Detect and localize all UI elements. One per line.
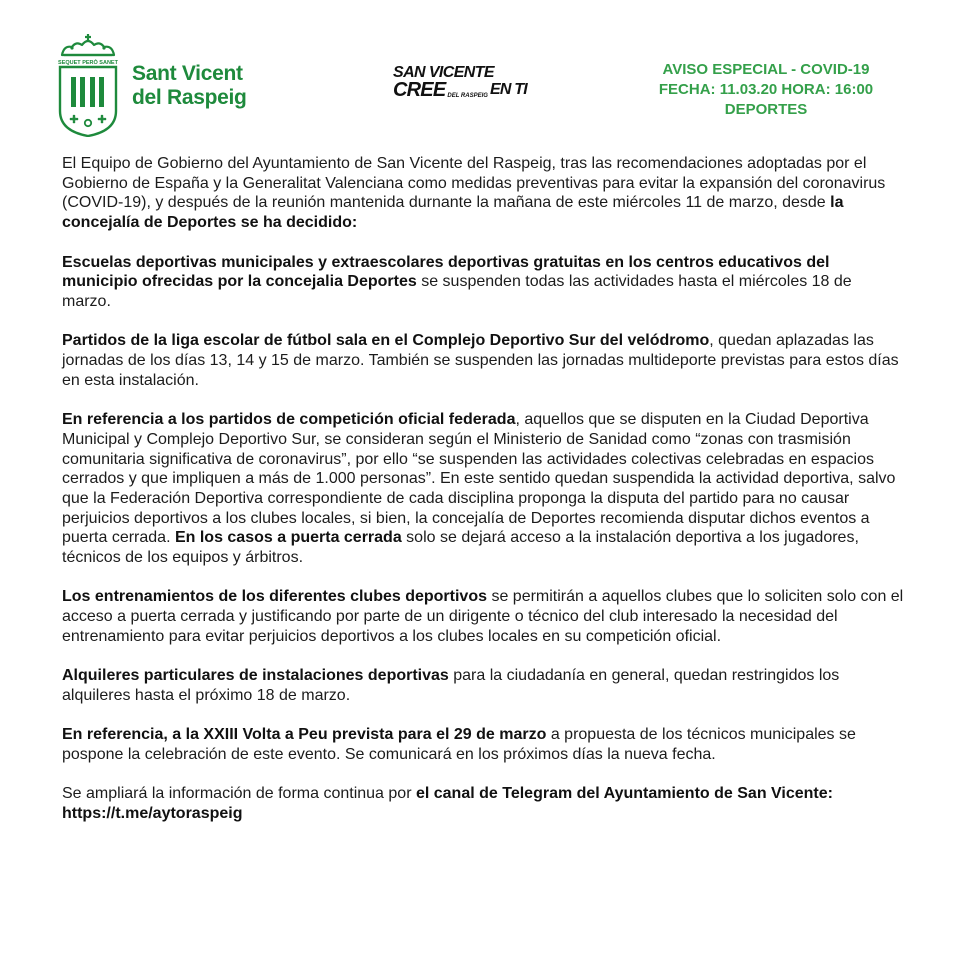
schools-text: se suspenden todas las actividades hasta el miércoles 18 de marzo. <box>62 273 852 310</box>
paragraph-intro <box>62 154 904 233</box>
paragraph-volta-a-peu <box>62 725 904 764</box>
notice-department: DEPORTES <box>724 101 808 118</box>
schools-bold: Escuelas deportivas municipales y extraescolares deportivas gratuitas en los centros educativos del municipio ofrecidas por la concejalia Deportes <box>62 253 830 291</box>
campaign-line-1: SAN VICENTE <box>393 64 494 81</box>
federated-bold-2: En los casos a puerta cerrada <box>174 529 402 547</box>
municipal-crest-icon <box>56 33 120 137</box>
campaign-logo <box>393 65 527 99</box>
intro-bold: la concejalía de Deportes se ha decidido: <box>62 194 844 232</box>
rentals-text: para la ciudadanía en general, quedan restringidos los alquileres hasta el próximo 18 de marzo. <box>62 667 840 704</box>
logo-line-2: del Raspeig <box>132 86 247 109</box>
paragraph-training <box>62 587 904 646</box>
notice-title: AVISO ESPECIAL - COVID-19 <box>662 61 870 78</box>
page-header <box>0 0 960 150</box>
campaign-en-ti: EN TI <box>489 81 527 98</box>
league-bold: Partidos de la liga escolar de fútbol sala en el Complejo Deportivo Sur del velódromo <box>62 332 710 350</box>
telegram-text: Se ampliará la información de forma continua por <box>62 785 416 803</box>
federated-bold-1: En referencia a los partidos de competición oficial federada <box>62 411 516 429</box>
paragraph-federated <box>62 410 904 568</box>
intro-text: El Equipo de Gobierno del Ayuntamiento de San Vicente del Raspeig, tras las recomendaciones adoptadas por el Gobierno de España y la Generalitat Valenciana como medidas preventivas para evitar la expansión del coronavirus (COVID-19), y después de la reunión mantenida durnante la mañana de este miércoles 11 de marzo, desde <box>62 155 886 212</box>
rentals-bold: Alquileres particulares de instalaciones deportivas <box>62 667 449 685</box>
federated-text-2: solo se dejará acceso a la instalación deportiva a los jugadores, técnicos de los equipos y árbitros. <box>62 529 859 567</box>
announcement-body <box>62 154 904 843</box>
federated-text-1: , aquellos que se disputen en la Ciudad Deportiva Municipal y Complejo Deportivo Sur, se consideran según el Ministerio de Sanidad como “zonas con trasmisión comunitaria significativa de coronavirus”, por ello “se suspenden las actividades colectivas celebradas en espacios cerrados y que impliquen a más de 1.000 personas”. En este sentido quedan suspendida la actividad deportiva, salvo que la Federación Deportiva correspondiente de cada disciplina proponga la disputa del partido para no causar perjuicios deportivos a los clubes locales, si bien, la concejalía de Deportes recomienda disputar dichos eventos a puerta cerrada. <box>62 411 896 547</box>
campaign-line-2 <box>393 81 527 99</box>
telegram-link[interactable]: el canal de Telegram del Ayuntamiento de San Vicente: https://t.me/aytoraspeig <box>62 785 833 823</box>
campaign-cree: CREE <box>393 79 446 101</box>
volta-bold: En referencia, a la XXIII Volta a Peu prevista para el 29 de marzo <box>62 726 547 744</box>
municipality-logo-text <box>132 62 247 110</box>
special-notice <box>610 60 922 120</box>
training-text: se permitirán a aquellos clubes que lo soliciten solo con el acceso a puerta cerrada y justificando por parte de un dirigente o técnico del club interesado la necesidad del entrenamiento para evitar perjuicios deportivos a los clubes locales en su competición oficial. <box>62 588 904 645</box>
league-text: , quedan aplazadas las jornadas de los días 13, 14 y 15 de marzo. También se suspenden las jornadas multideporte previstas para estos días en esta instalación. <box>62 332 899 389</box>
paragraph-school-league <box>62 331 904 390</box>
volta-text: a propuesta de los técnicos municipales se pospone la celebración de este evento. Se comunicará en los próximos días la nueva fecha. <box>62 726 856 763</box>
logo-line-1: Sant Vicent <box>132 62 243 85</box>
crest-motto: SEQUET PERÒ SANET <box>58 60 118 66</box>
notice-date-time: FECHA: 11.03.20 HORA: 16:00 <box>658 81 874 98</box>
training-bold: Los entrenamientos de los diferentes clubes deportivos <box>62 588 487 606</box>
paragraph-rentals <box>62 666 904 705</box>
paragraph-telegram <box>62 784 904 823</box>
paragraph-schools <box>62 253 904 312</box>
campaign-del-raspeig: DEL RASPEIG <box>447 93 488 99</box>
